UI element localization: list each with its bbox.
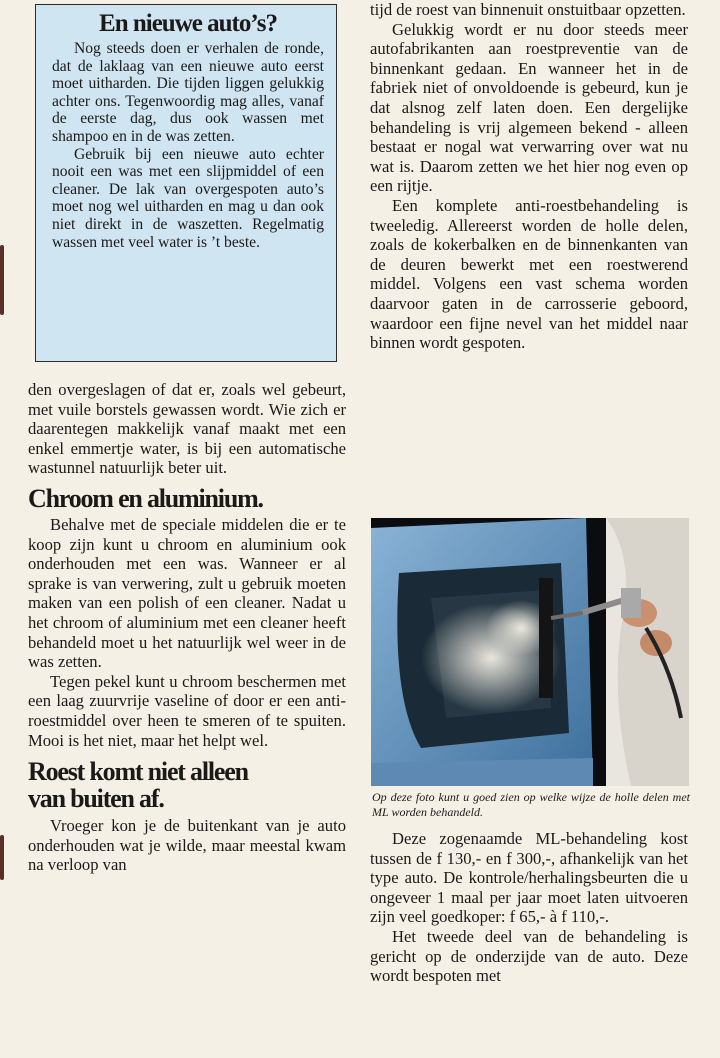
section-heading-chroom: Chroom en aluminium.: [28, 483, 263, 513]
article-paragraph: Een komplete anti-roestbehandeling is tweeledig. Allereerst worden de holle delen, zoals de kokerbalken en de binnenkanten van de deuren bewerkt met een roestwerend middel. Volgens een vast schema worden daarvoor gaten in de carrosserie geboord, waardoor een fijne nevel van het middel naar binnen wordt gespoten.: [370, 195, 688, 353]
article-paragraph: Tegen pekel kunt u chroom beschermen met een laag zuurvrije vaseline of door er een anti-roestmiddel over heen te smeren of te spuiten. Mooi is het niet, maar het helpt wel.: [28, 671, 346, 750]
article-paragraph: Deze zogenaamde ML-behandeling kost tussen de f 130,- en f 300,-, afhankelijk van het type auto. De kontrole/herhalingsbeurten die u ongeveer 1 maal per jaar moet laten uitvoeren zijn veel goedkoper: f 65,- à f 110,-.: [370, 829, 688, 927]
page-edge-mark: [0, 245, 4, 315]
article-paragraph: Gelukkig wordt er nu door steeds meer autofabrikanten aan roestpreventie van de binnenkant gedaan. En wanneer het in de fabriek niet of onvoldoende is gebeurd, kun je dat alsnog zelf laten doen. Een dergelijke behandeling is vrij algemeen bekend - alleen bestaat er nogal wat verwarring over wat nu wat is. Daarom zetten we het hier nog even op een rijtje.: [370, 19, 688, 196]
photo-illustration: [371, 518, 689, 786]
left-column: [28, 380, 346, 875]
photo-ml-treatment: [371, 518, 689, 786]
photo-caption: Op deze foto kunt u goed zien op welke wijze de holle delen met ML worden behandeld.: [372, 790, 690, 819]
page-edge-mark: [0, 835, 4, 880]
sidebar-box-nieuwe-autos: [35, 4, 337, 362]
article-paragraph: Behalve met de speciale middelen die er te koop zijn kunt u chroom en aluminium ook onderhouden met een was. Wanneer er al sprake is van verwering, zult u gebruik moeten maken van een polish of een cleaner. Nadat u het chroom of aluminium met een cleaner heeft behandeld moet u het natuurlijk wel weer in de was zetten.: [28, 514, 346, 672]
sidebar-box-paragraph: Nog steeds doen er verhalen de ronde, dat de laklaag van een nieuwe auto eerst moet uitharden. Die tijden liggen gelukkig achter ons. Tegenwoordig mag alles, vanaf de eerste dag, dus ook wassen met shampoo en in de was zetten.: [52, 40, 324, 145]
article-paragraph: Het tweede deel van de behandeling is gericht op de onderzijde van de auto. Deze wordt bespoten met: [370, 926, 688, 986]
right-column-bottom: [370, 829, 688, 986]
article-paragraph: Vroeger kon je de buitenkant van je auto onderhouden wat je wilde, maar meestal kwam na verloop van: [28, 816, 346, 875]
section-heading-line: van buiten af.: [28, 784, 164, 814]
article-paragraph: den overgeslagen of dat er, zoals wel gebeurt, met vuile borstels gewassen wordt. Wie zich er daarentegen makkelijk vanaf maakt met een enkel emmertje water, is bij een automatische wastunnel natuurlijk beter uit.: [28, 380, 346, 478]
section-heading-roest: [28, 758, 346, 812]
section-heading-line: Roest komt niet alleen: [28, 757, 248, 787]
right-column-top: [370, 0, 688, 353]
sidebar-box-paragraph: Gebruik bij een nieuwe auto echter nooit een was met een slijpmiddel of een cleaner. De lak van overgespoten auto’s moet nog wel uitharden en mag u dan ook niet direkt in de waszetten. Regelmatig wassen met veel water is ’t beste.: [52, 145, 324, 251]
sidebar-box-title: En nieuwe auto’s?: [99, 10, 277, 37]
article-paragraph: tijd de roest van binnenuit onstuitbaar opzetten.: [370, 0, 686, 19]
